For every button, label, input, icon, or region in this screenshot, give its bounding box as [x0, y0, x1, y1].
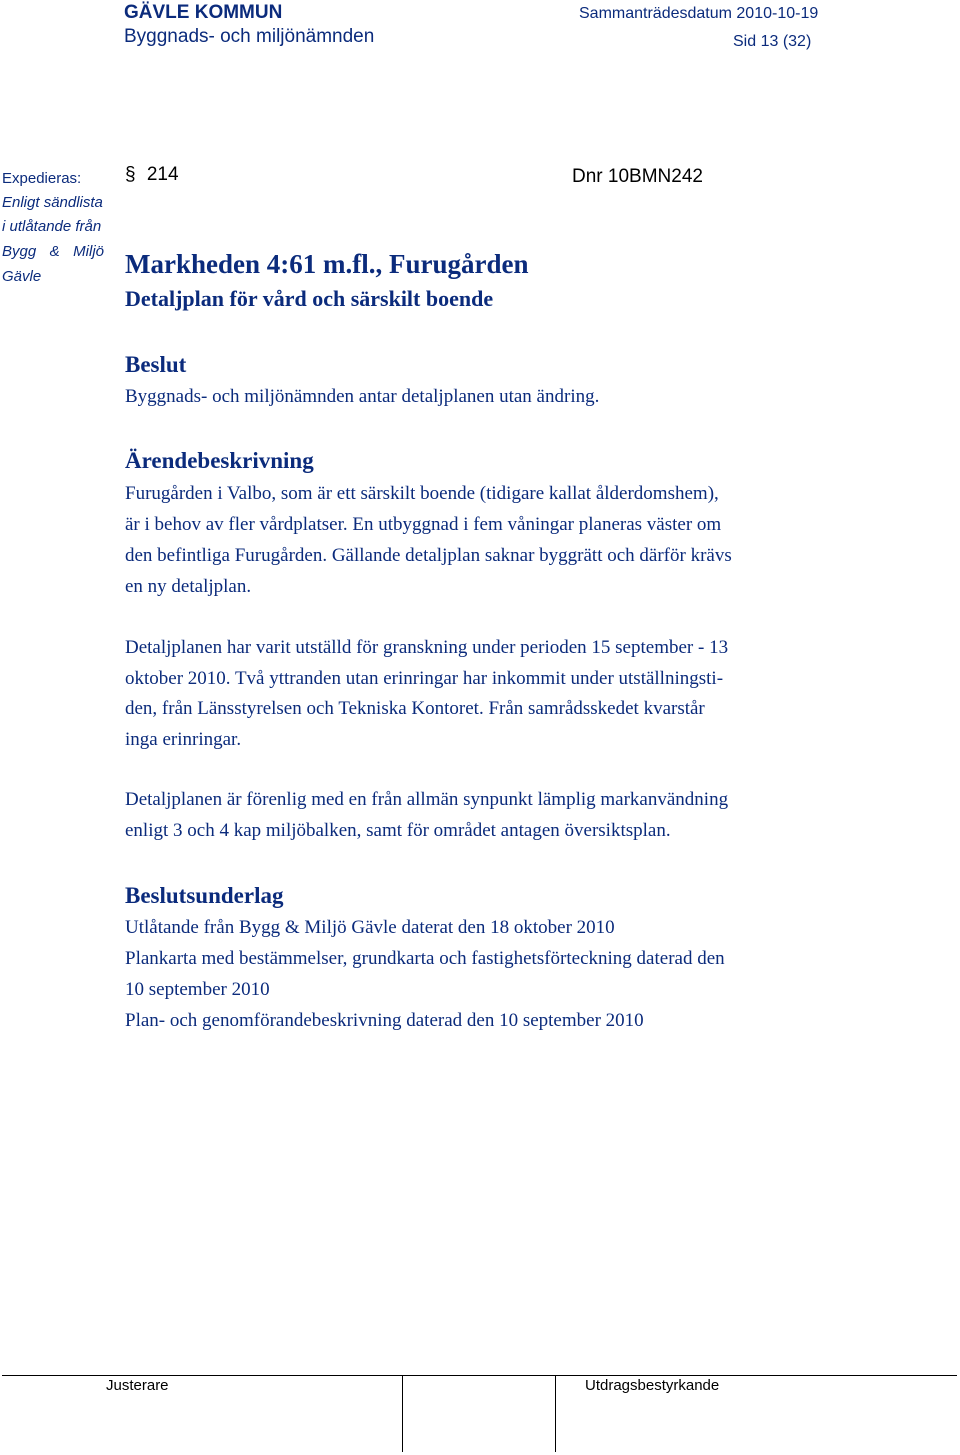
- footer-rule: [2, 1375, 957, 1376]
- body-line: Furugården i Valbo, som är ett särskilt boende (tidigare kallat ålderdomshem),: [125, 483, 719, 504]
- utdragsbestyrkande-label: Utdragsbestyrkande: [585, 1377, 720, 1394]
- body-line: den befintliga Furugården. Gällande detaljplan saknar byggrätt och därför krävs: [125, 545, 732, 566]
- sidebar-word: &: [49, 243, 60, 260]
- footer-separator: [555, 1375, 556, 1452]
- sidebar-word: Miljö: [73, 243, 104, 260]
- paragraph-number-value: 214: [146, 164, 179, 185]
- body-line: Detaljplanen är förenlig med en från allmän synpunkt lämplig markanvändning: [125, 789, 729, 810]
- body-line: Detaljplanen har varit utställd för granskning under perioden 15 september - 13: [125, 637, 729, 658]
- footer-separator: [402, 1375, 403, 1452]
- organization-name: GÄVLE KOMMUN: [124, 2, 283, 23]
- beslutsunderlag-heading: Beslutsunderlag: [125, 883, 284, 908]
- paragraph-symbol: §: [125, 164, 136, 185]
- case-subtitle: Detaljplan för vård och särskilt boende: [125, 286, 494, 311]
- paragraph-number: [125, 164, 179, 186]
- sidebar-line-bygg-miljo: [2, 243, 104, 260]
- meeting-date: Sammanträdesdatum 2010-10-19: [579, 5, 819, 22]
- underlag-line: Utlåtande från Bygg & Miljö Gävle daterat den 18 oktober 2010: [125, 917, 615, 938]
- case-title: Markheden 4:61 m.fl., Furugården: [125, 249, 529, 279]
- underlag-line: 10 september 2010: [125, 979, 270, 1000]
- underlag-line: Plankarta med bestämmelser, grundkarta och fastighetsförteckning daterad den: [125, 948, 725, 969]
- body-line: är i behov av fler vårdplatser. En utbyggnad i fem våningar planeras väster om: [125, 514, 722, 535]
- justerare-label: Justerare: [106, 1377, 169, 1394]
- sidebar-line: Gävle: [2, 268, 42, 285]
- body-line: enligt 3 och 4 kap miljöbalken, samt för området antagen översiktsplan.: [125, 820, 671, 841]
- expedieras-label: Expedieras:: [2, 170, 82, 187]
- body-line: inga erinringar.: [125, 729, 242, 750]
- beslut-heading: Beslut: [125, 352, 187, 377]
- body-line: den, från Länsstyrelsen och Tekniska Kontoret. Från samrådsskedet kvarstår: [125, 698, 705, 719]
- page-number: Sid 13 (32): [733, 33, 812, 50]
- underlag-line: Plan- och genomförandebeskrivning daterad den 10 september 2010: [125, 1010, 644, 1031]
- department-name: Byggnads- och miljönämnden: [124, 26, 375, 47]
- sidebar-line: i utlåtande från: [2, 218, 102, 235]
- sidebar-word: Bygg: [2, 243, 37, 260]
- diary-number: Dnr 10BMN242: [572, 166, 703, 187]
- beslut-text: Byggnads- och miljönämnden antar detaljplanen utan ändring.: [125, 386, 600, 407]
- arendebeskrivning-heading: Ärendebeskrivning: [125, 448, 314, 473]
- body-line: oktober 2010. Två yttranden utan erinringar har inkommit under utställningsti-: [125, 668, 724, 689]
- body-line: en ny detaljplan.: [125, 576, 252, 597]
- sidebar-line: Enligt sändlista: [2, 194, 103, 211]
